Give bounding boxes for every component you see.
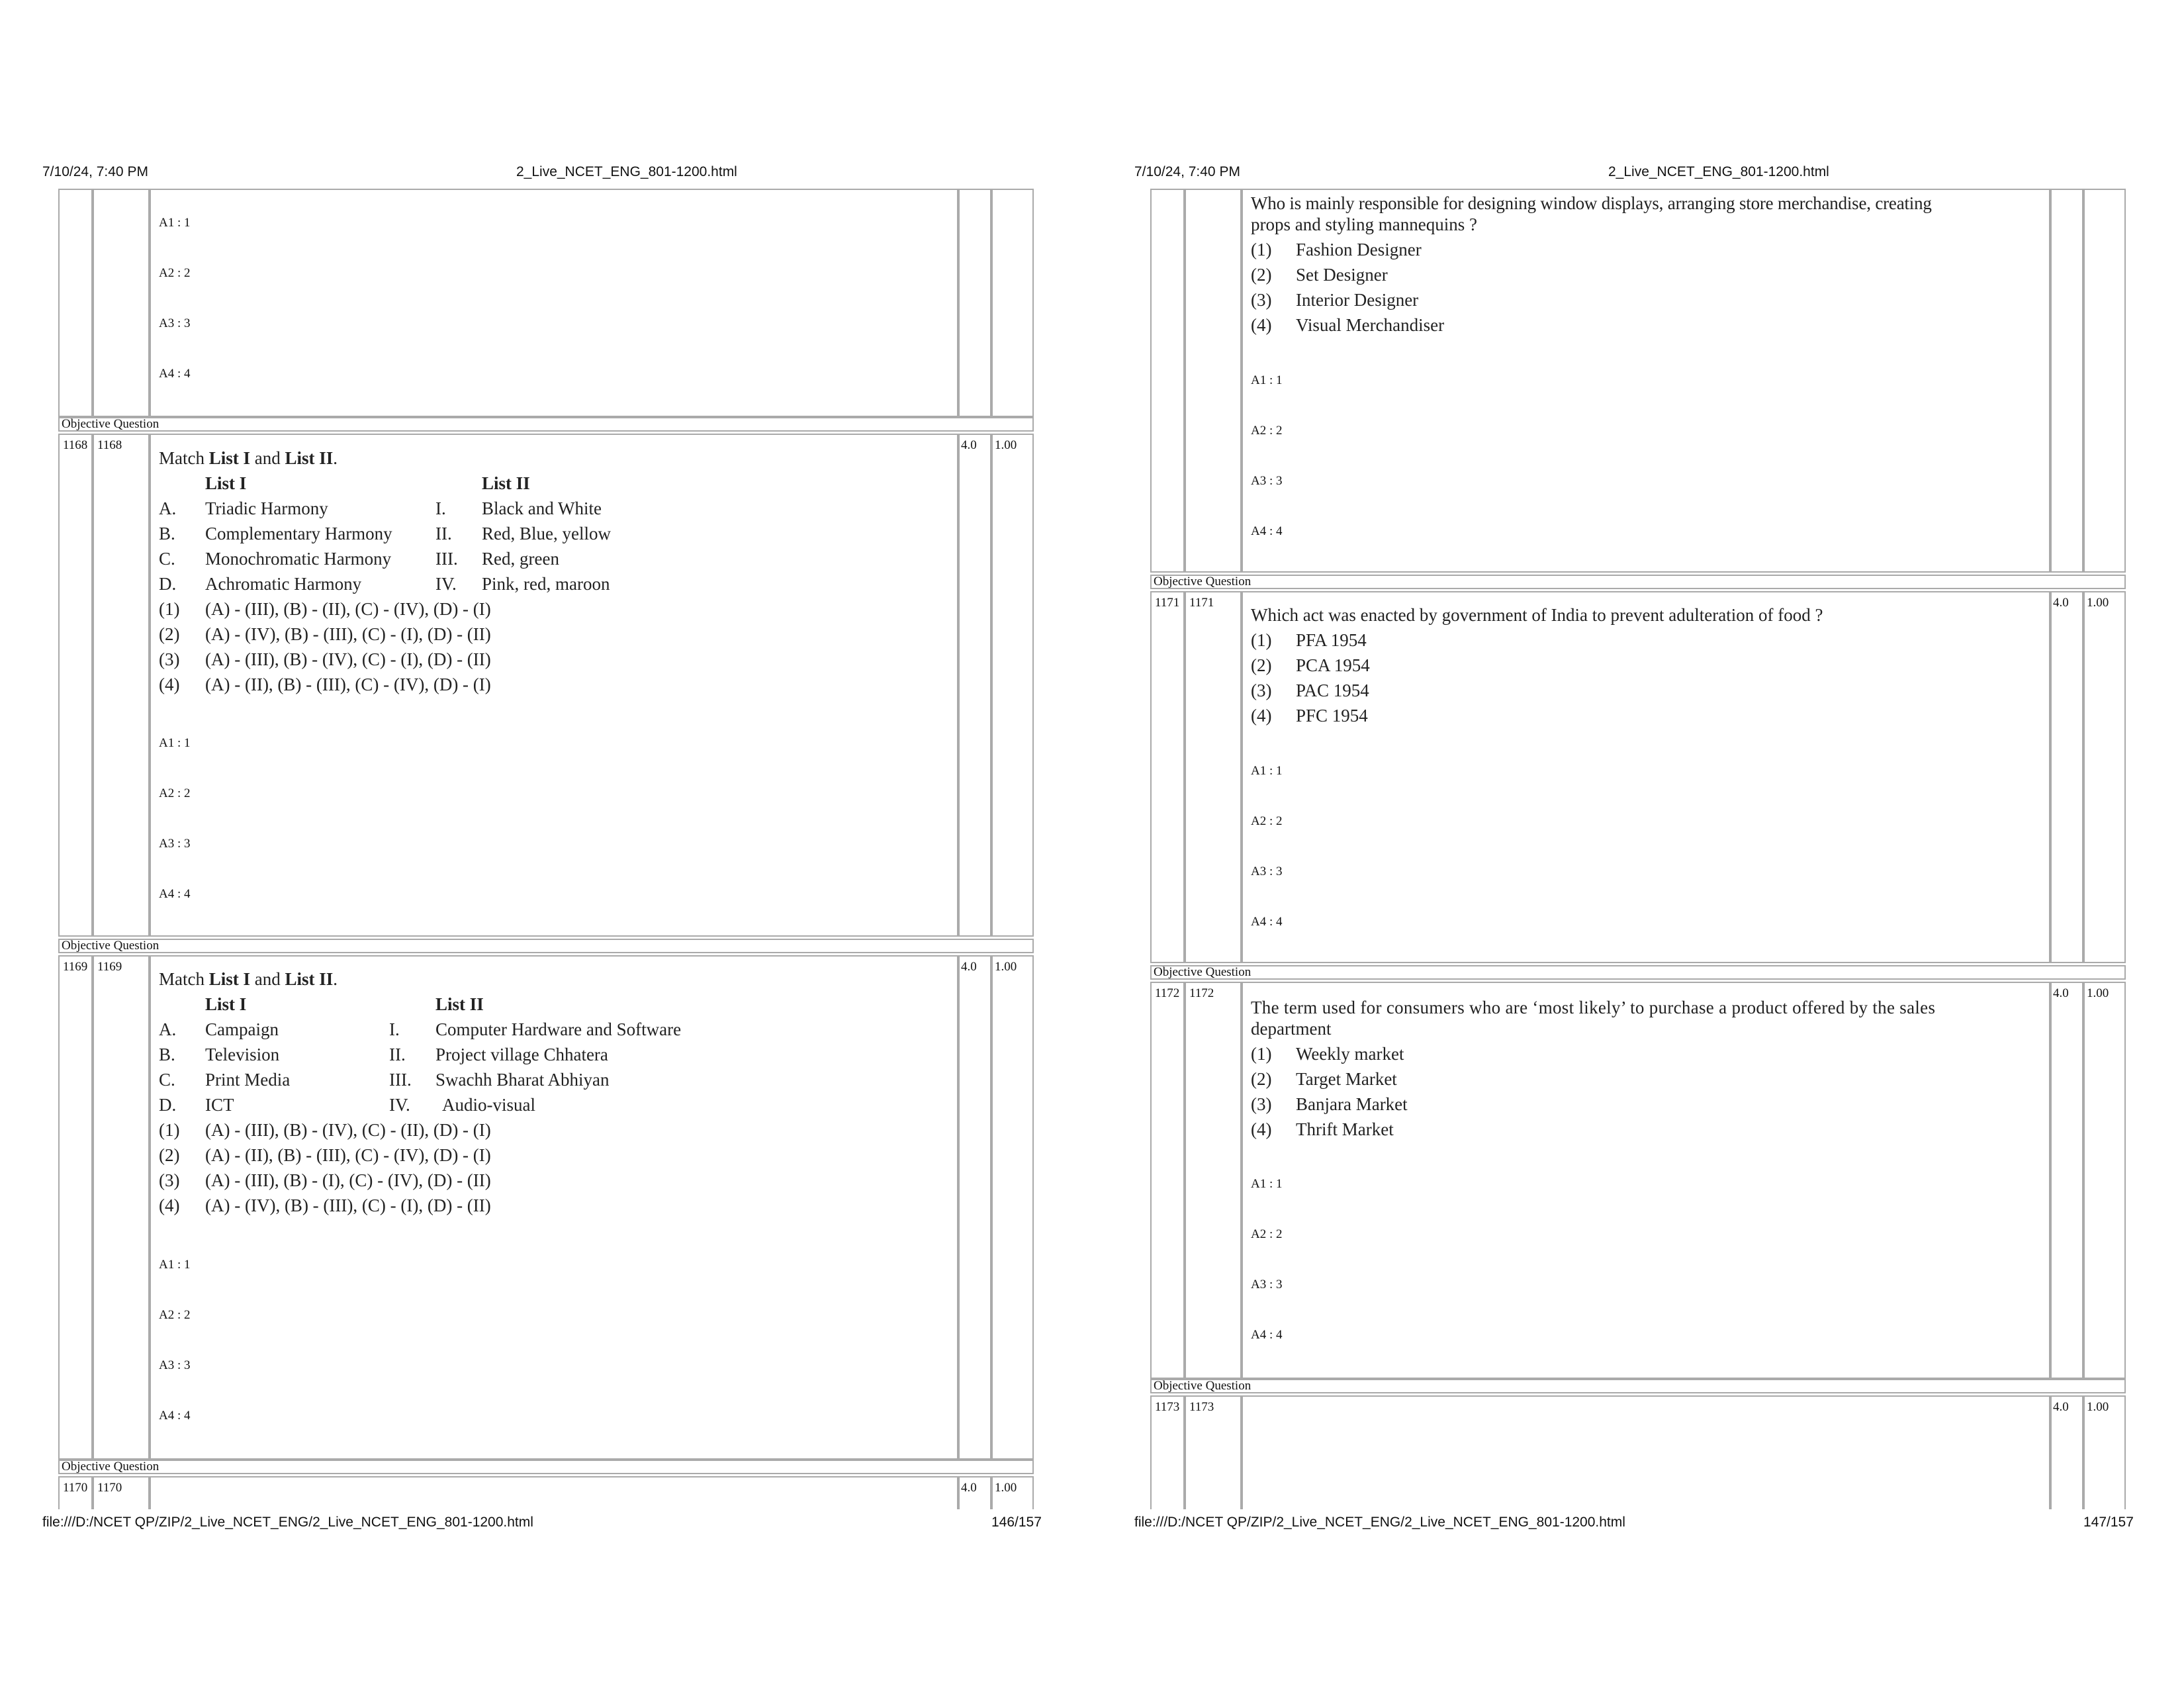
q1170-negative-marks: 1.00: [995, 1481, 1017, 1495]
answer-line: A2 : 2: [1251, 814, 1283, 828]
q1171-id1-cell: [1150, 591, 1185, 963]
q1168-option: (3) (A) - (III), (B) - (IV), (C) - (I), (D) - (II): [159, 649, 491, 669]
answer-line: A3 : 3: [1251, 1278, 1283, 1291]
cont-col-id1: [58, 189, 93, 417]
answer-line: A1 : 1: [159, 1258, 191, 1272]
answer-line: A4 : 4: [1251, 1328, 1283, 1342]
q1173-question-cell: [1242, 1395, 2050, 1509]
q1172-id2-cell: [1185, 982, 1242, 1379]
q1170-option: (4) Visual Merchandiser: [1251, 315, 1445, 335]
q1171-neg-cell: [2083, 591, 2126, 963]
q1168-marks-cell: [958, 434, 991, 937]
q1168-marks: 4.0: [961, 438, 977, 452]
q1173-negative-marks: 1.00: [2087, 1400, 2109, 1414]
q1168-match-row: A. Triadic Harmony I. Black and White: [159, 498, 602, 518]
q1171-marks-cell: [2050, 591, 2083, 963]
q1168-match-row: C. Monochromatic Harmony III. Red, green: [159, 549, 559, 569]
q1168-option: (1) (A) - (III), (B) - (II), (C) - (IV), (D) - (I): [159, 599, 491, 619]
q1172-option: (3) Banjara Market: [1251, 1094, 1408, 1114]
q1169-option: (4) (A) - (IV), (B) - (III), (C) - (I), (D) - (II): [159, 1196, 491, 1215]
answer-line: A4 : 4: [1251, 524, 1283, 538]
q1168-id1-cell: [58, 434, 93, 937]
q1168-negative-marks: 1.00: [995, 438, 1017, 452]
q1171-text: [1251, 602, 1823, 728]
q1170-marks: 4.0: [961, 1481, 977, 1495]
q1168-match-row: B. Complementary Harmony II. Red, Blue, yellow: [159, 524, 611, 543]
q1169-id2-cell: [93, 955, 150, 1460]
q1170-id2: 1170: [97, 1481, 122, 1495]
q1171-option: (3) PAC 1954: [1251, 680, 1369, 700]
cont-col-marks: [2050, 189, 2083, 573]
q1170-option: (2) Set Designer: [1251, 265, 1388, 285]
q1171-id2: 1171: [1189, 596, 1214, 610]
q1173-marks: 4.0: [2053, 1400, 2069, 1414]
answer-line: A2 : 2: [1251, 1227, 1283, 1241]
q1169-match-row: B. Television II. Project village Chhatera: [159, 1045, 608, 1064]
q1169-match-row: A. Campaign I. Computer Hardware and Software: [159, 1019, 682, 1039]
q1168-id2: 1168: [97, 438, 122, 452]
answer-line: A2 : 2: [159, 266, 191, 280]
answer-line: A2 : 2: [159, 1308, 191, 1322]
q1172-marks: 4.0: [2053, 986, 2069, 1000]
q1168-option: (2) (A) - (IV), (B) - (III), (C) - (I), (D) - (II): [159, 624, 491, 644]
answer-line: A1 : 1: [159, 216, 191, 230]
q1168-option: (4) (A) - (II), (B) - (III), (C) - (IV), (D) - (I): [159, 675, 491, 694]
q1168-id1: 1168: [63, 438, 88, 452]
q1170-stem-line: Who is mainly responsible for designing window displays, arranging store merchandise, creating: [1251, 193, 1932, 213]
q1171-id1: 1171: [1155, 596, 1180, 610]
q1172-id1: 1172: [1155, 986, 1180, 1000]
question-type-label: Objective Question: [1150, 965, 2126, 980]
q1171-option: (4) PFC 1954: [1251, 706, 1368, 726]
q1169-intro: Match List I and List II.: [159, 969, 338, 989]
q1171-option: (1) PFA 1954: [1251, 630, 1367, 650]
q1170-id1: 1170: [63, 1481, 88, 1495]
q1170-option: (1) Fashion Designer: [1251, 240, 1422, 259]
q1169-option: (2) (A) - (II), (B) - (III), (C) - (IV), (D) - (I): [159, 1145, 491, 1165]
cont-question-cell: [150, 189, 958, 417]
answer-line: A3 : 3: [159, 1358, 191, 1372]
cont-col-marks: [958, 189, 991, 417]
q1169-list-heads: List I List II: [205, 994, 484, 1014]
q1168-intro: Match List I and List II.: [159, 448, 338, 468]
answer-line: A2 : 2: [1251, 424, 1283, 438]
footer-file-path: file:///D:/NCET QP/ZIP/2_Live_NCET_ENG/2_Live_NCET_ENG_801-1200.html: [42, 1515, 533, 1530]
answer-line: A4 : 4: [159, 367, 191, 381]
q1169-id1: 1169: [63, 960, 88, 974]
q1173-id2: 1173: [1189, 1400, 1214, 1414]
question-type-label: Objective Question: [1150, 1379, 2126, 1393]
answer-line: A1 : 1: [159, 736, 191, 750]
answer-line: A3 : 3: [1251, 865, 1283, 878]
q1168-match-row: D. Achromatic Harmony IV. Pink, red, maroon: [159, 574, 610, 594]
q1171-stem: Which act was enacted by government of India to prevent adulteration of food ?: [1251, 605, 1823, 625]
q1168-id2-cell: [93, 434, 150, 937]
cont-col-id2: [1185, 189, 1242, 573]
cont-col-neg: [2083, 189, 2126, 573]
q1169-match-row: C. Print Media III. Swachh Bharat Abhiyan: [159, 1070, 610, 1090]
cont-col-id1: [1150, 189, 1185, 573]
q1172-marks-cell: [2050, 982, 2083, 1379]
question-type-label: Objective Question: [58, 939, 1034, 953]
cont-col-neg: [991, 189, 1034, 417]
question-type-label: Objective Question: [58, 1460, 1034, 1474]
answer-line: A1 : 1: [1251, 373, 1283, 387]
answer-line: A4 : 4: [159, 887, 191, 901]
answer-line: A3 : 3: [1251, 474, 1283, 488]
q1171-negative-marks: 1.00: [2087, 596, 2109, 610]
q1171-id2-cell: [1185, 591, 1242, 963]
q1169-option: (1) (A) - (III), (B) - (IV), (C) - (II), (D) - (I): [159, 1120, 491, 1140]
q1168-list-heads: List I List II: [205, 473, 530, 493]
q1172-option: (1) Weekly market: [1251, 1044, 1404, 1064]
header-filename: 2_Live_NCET_ENG_801-1200.html: [1608, 164, 1829, 179]
q1171-option: (2) PCA 1954: [1251, 655, 1370, 675]
q1170-option: (3) Interior Designer: [1251, 290, 1419, 310]
footer-page-number: 146/157: [991, 1515, 1042, 1530]
cont-col-id2: [93, 189, 150, 417]
q1169-text: [159, 966, 681, 1218]
answer-line: A3 : 3: [159, 316, 191, 330]
footer-page-number: 147/157: [2083, 1515, 2134, 1530]
q1172-id1-cell: [1150, 982, 1185, 1379]
q1170-text: [1251, 191, 2041, 338]
footer-file-path: file:///D:/NCET QP/ZIP/2_Live_NCET_ENG/2_Live_NCET_ENG_801-1200.html: [1134, 1515, 1625, 1530]
q1169-neg-cell: [991, 955, 1034, 1460]
answer-line: A1 : 1: [1251, 1177, 1283, 1191]
header-filename: 2_Live_NCET_ENG_801-1200.html: [516, 164, 737, 179]
q1172-stem-line: department: [1251, 1019, 1332, 1039]
q1169-marks: 4.0: [961, 960, 977, 974]
q1172-option: (4) Thrift Market: [1251, 1119, 1394, 1139]
answer-line: A4 : 4: [159, 1409, 191, 1423]
q1172-text: [1251, 995, 2041, 1142]
header-date: 7/10/24, 7:40 PM: [1134, 164, 1240, 179]
q1170-stem-line: props and styling mannequins ?: [1251, 214, 1477, 234]
q1169-id1-cell: [58, 955, 93, 1460]
answer-line: A1 : 1: [1251, 764, 1283, 778]
answer-line: A3 : 3: [159, 837, 191, 851]
q1169-negative-marks: 1.00: [995, 960, 1017, 974]
q1172-negative-marks: 1.00: [2087, 986, 2109, 1000]
q1169-match-row: D. ICT IV. Audio-visual: [159, 1095, 535, 1115]
answer-line: A2 : 2: [159, 786, 191, 800]
q1172-id2: 1172: [1189, 986, 1214, 1000]
q1169-option: (3) (A) - (III), (B) - (I), (C) - (IV), (D) - (II): [159, 1170, 491, 1190]
q1173-id1: 1173: [1155, 1400, 1180, 1414]
question-type-label: Objective Question: [58, 417, 1034, 432]
q1172-neg-cell: [2083, 982, 2126, 1379]
q1168-neg-cell: [991, 434, 1034, 937]
q1172-option: (2) Target Market: [1251, 1069, 1397, 1089]
q1168-text: [159, 445, 611, 697]
question-type-label: Objective Question: [1150, 575, 2126, 589]
q1171-marks: 4.0: [2053, 596, 2069, 610]
header-date: 7/10/24, 7:40 PM: [42, 164, 148, 179]
q1169-marks-cell: [958, 955, 991, 1460]
page-right: [1092, 0, 2184, 1688]
answer-line: A4 : 4: [1251, 915, 1283, 929]
q1172-stem-line: The term used for consumers who are ‘most likely’ to purchase a product offered by the sales: [1251, 998, 1936, 1017]
q1170-question-cell: [150, 1476, 958, 1509]
q1169-id2: 1169: [97, 960, 122, 974]
